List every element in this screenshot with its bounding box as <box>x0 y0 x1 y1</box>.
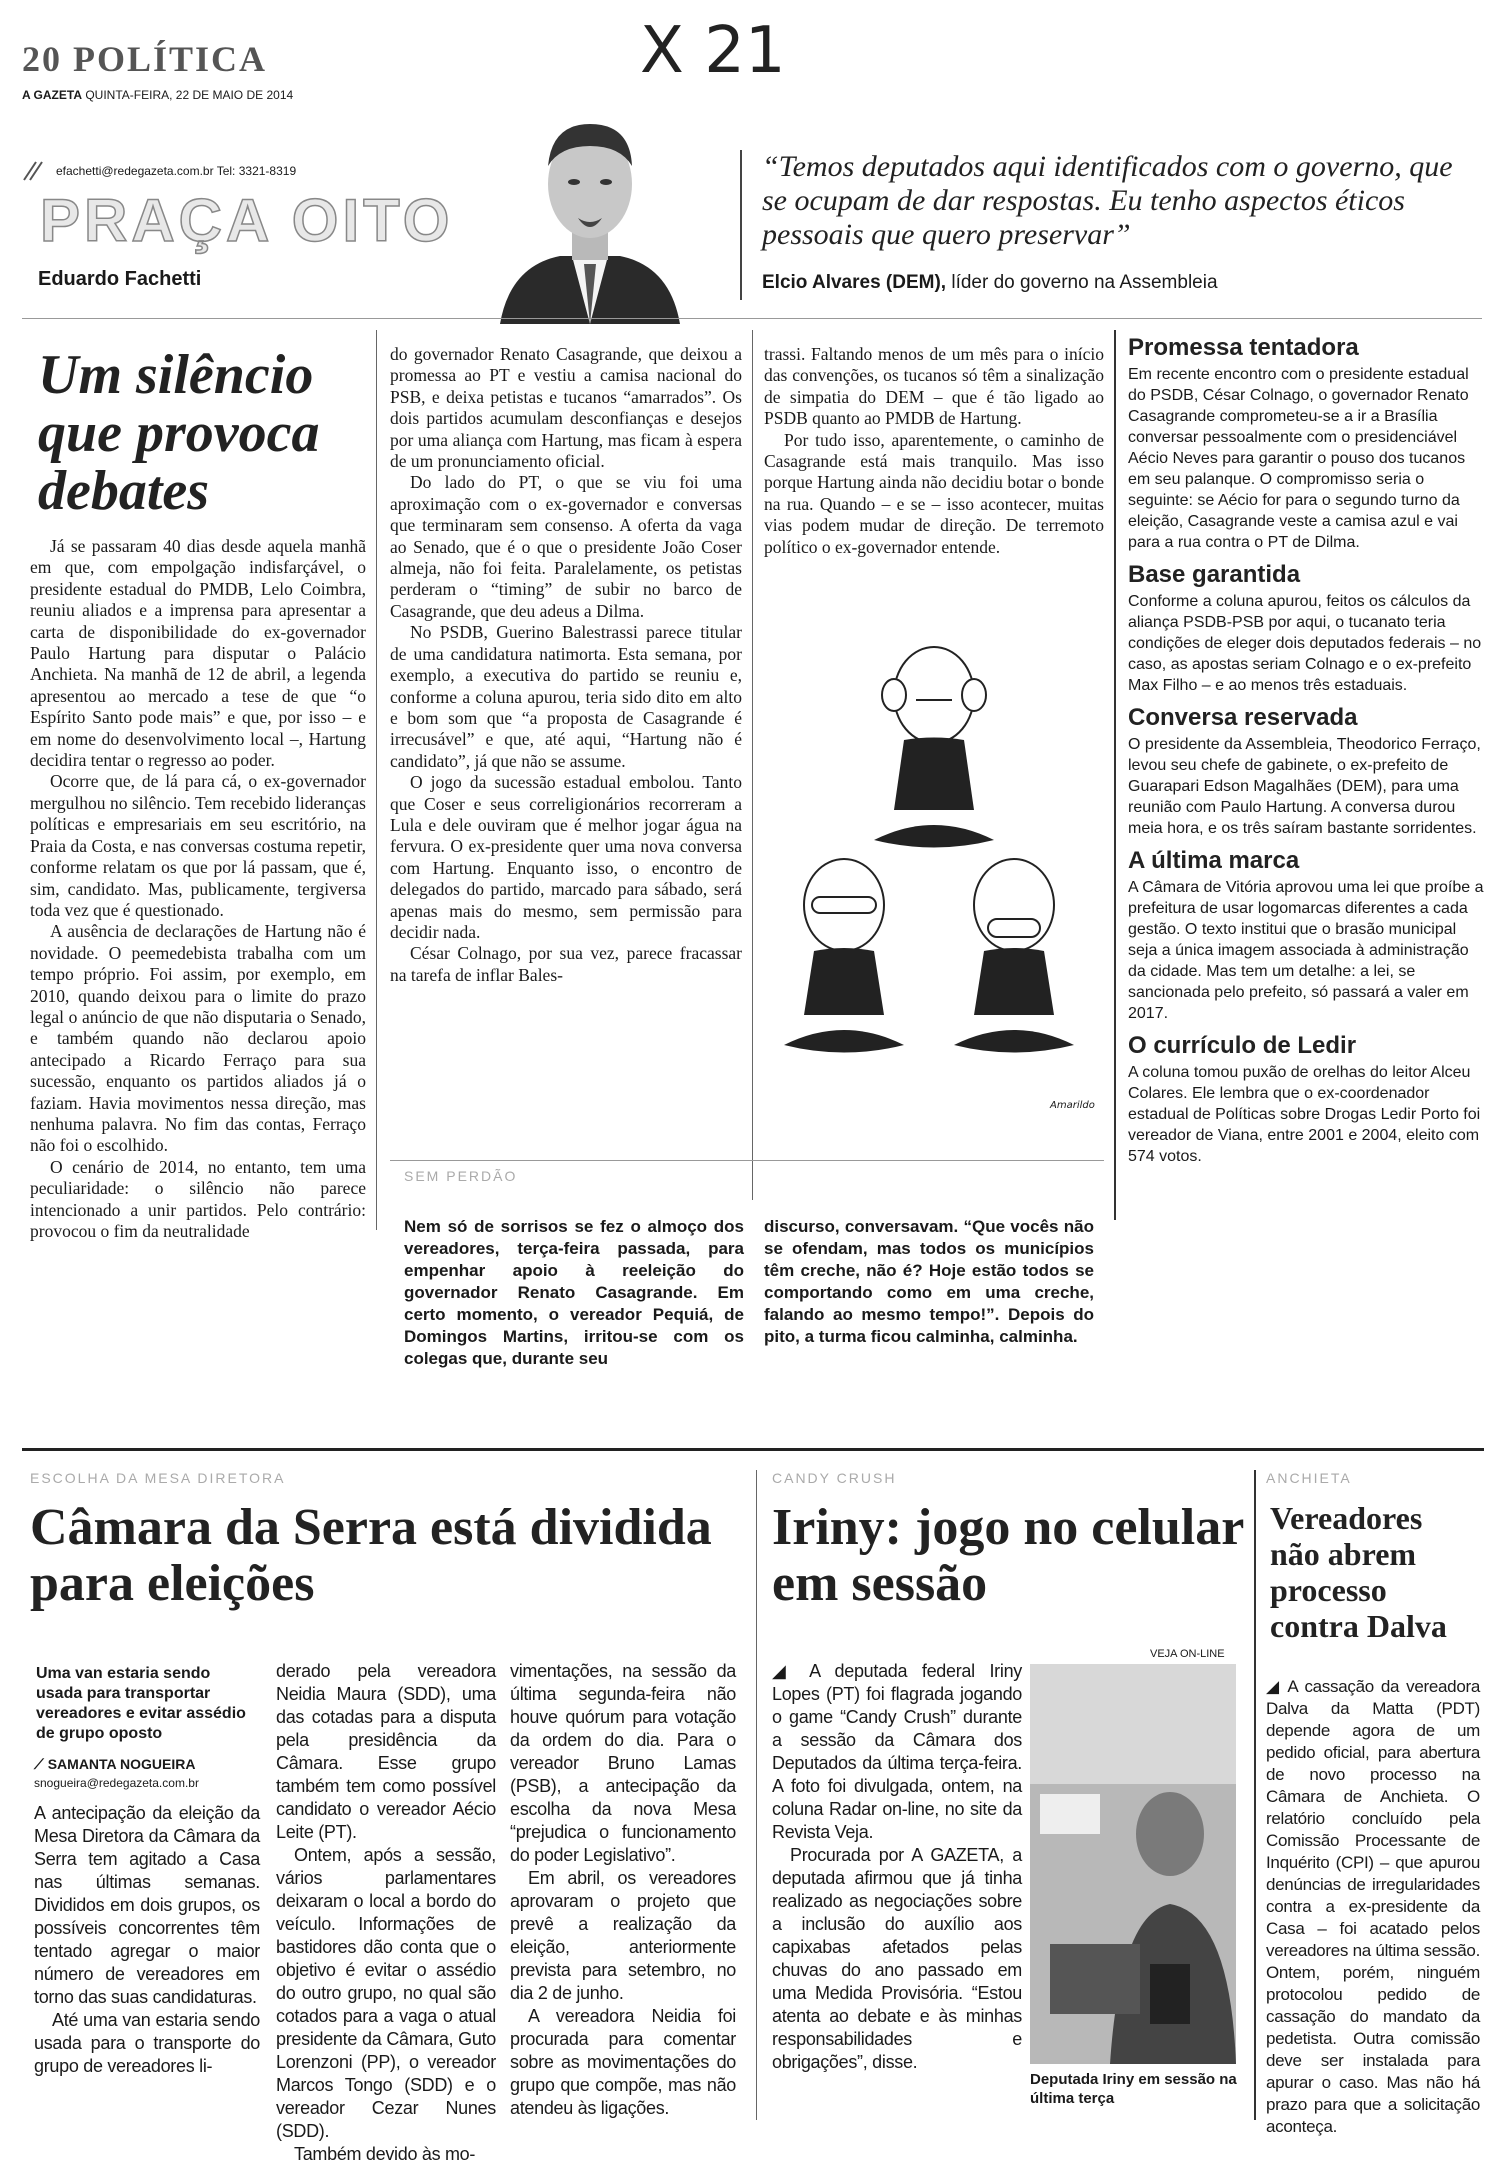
notes-column <box>1128 334 1484 1167</box>
paragraph: No PSDB, Guerino Balestrassi parece titular de uma candidatura natimorta. Esta semana, por exemplo, a executiva do partido se reuniu e, conforme a coluna apurou, teria sido dito em alto e bom som que “a proposta de Casagrande é irrecusável” e que, até aqui, “Hartung não é candidato”, já que não se assume. <box>390 622 742 771</box>
dalva-headline: Vereadores não abrem processo contra Dalva <box>1270 1500 1447 1644</box>
paragraph: Ocorre que, de lá para cá, o ex-governador mergulhou no silêncio. Tem recebido lideranças políticas e empresariais em seu escritório, na Praia da Costa, e nas conversas costuma repetir, conforme relatam os que por lá passam, que é, sim, candidato. Mas, publicamente, tergiversa toda vez que é questionado. <box>30 771 366 920</box>
note-text: Conforme a coluna apurou, feitos os cálculos da aliança PSDB-PSB por aqui, o tucanato teria condições de eleger dois deputados federais – no caso, as apostas seriam Colnago e o ex-prefeito Max Filho – e ao menos três estaduais. <box>1128 593 1482 694</box>
cartoon-three-monkeys <box>764 640 1104 1140</box>
paragraph: Do lado do PT, o que se viu foi uma aproximação com o ex-governador e conversas que terminaram sem consenso. A oferta da vaga ao Senado, que é o que o presidente João Coser almeja, não foi feita. Paralelamente, os petistas perderam o “timing” de subir no barco de Casagrande, que deu adeus a Dilma. <box>390 472 742 621</box>
paragraph: A antecipação da eleição da Mesa Diretora da Câmara da Serra tem agitado a Casa nas últimas semanas. Divididos em dois grupos, os possíveis concorrentes têm tentado agregar o maior número de vereadores em torno das suas candidaturas. <box>34 1803 260 2007</box>
note-text: O presidente da Assembleia, Theodorico Ferraço, levou seu chefe de gabinete, o ex-prefeito de Guarapari Edson Magalhães (DEM), para uma reunião com Paulo Hartung. A conversa durou meia hora, e os três saíram bastante sorridentes. <box>1128 736 1481 837</box>
arrow-icon: ◢ <box>772 1661 810 1681</box>
paragraph: Também devido às mo- <box>294 2144 476 2164</box>
featured-quote: “Temos deputados aqui identificados com o governo, que se ocupam de dar respostas. Eu tenho aspectos éticos pessoais que quero preservar” <box>762 150 1453 251</box>
column-author: Eduardo Fachetti <box>38 268 202 290</box>
note-title: Promessa tentadora <box>1128 334 1359 361</box>
paragraph: Por tudo isso, aparentemente, o caminho de Casagrande está mais tranquilo. Mas isso porque Hartung ainda não decidiu botar o bonde na rua. Quando – e se – isso acontecer, muitas vias podem mudar de direção. De terremoto político o ex-governador entende. <box>764 429 1104 557</box>
note-title: Conversa reservada <box>1128 704 1358 731</box>
serra-email: snogueira@redegazeta.com.br <box>34 1776 199 1790</box>
box-column-2: discurso, conversavam. “Que vocês não se ofendam, mas todos os municípios têm creche, não é? Hoje estão todos se comportando como em uma creche, falando ao mesmo tempo!”. Depois do pito, a turma ficou calminha, calminha. <box>764 1217 1094 1346</box>
paragraph: do governador Renato Casagrande, que deixou a promessa ao PT e vestiu a camisa nacional do PSB, e deixa petistas e tucanos “amarrados”. Os dois partidos acumulam desconfianças e desejos por uma aliança com Hartung, mas ficam à espera de um pronunciamento oficial. <box>390 344 742 472</box>
quote-role: líder do governo na Assembleia <box>946 272 1218 293</box>
paragraph: Ontem, após a sessão, vários parlamentares deixaram o local a bordo do veículo. Informações de bastidores dão conta que o objetivo é evitar o assédio do outro grupo, no qual são cotados para a vaga o atual presidente da Câmara, Guto Lorenzoni (PP), o vereador Marcos Tongo (SDD) e o vereador Cezar Nunes (SDD). <box>276 1845 496 2141</box>
section-name: POLÍTICA <box>73 39 268 79</box>
paragraph: A ausência de declarações de Hartung não é novidade. O peemedebista trabalha com um tempo próprio. Foi assim, por exemplo, em 2010, quando deixou para o limite do prazo legal o anúncio de que não disputaria o Senado, e também quando não declarou apoio antecipado a Ricardo Ferraço para sua sucessão, enquanto os partidos aliados já o faziam. Havia movimentos nessa direção, mas nenhuma palavra. No fim das contas, Ferraço não foi o escolhido. <box>30 921 366 1156</box>
serra-column-1 <box>34 1802 260 2078</box>
serra-column-2 <box>276 1660 496 2166</box>
serra-headline: Câmara da Serra está dividida para eleições <box>30 1499 712 1612</box>
note-text: A coluna tomou puxão de orelhas do leitor Alceu Colares. Ele lembra que o ex-coordenador estadual de Políticas sobre Drogas Ledir Porto foi vereador de Viana, entre 2001 e 2004, eleito com 574 votos. <box>1128 1064 1481 1165</box>
photo-credit: VEJA ON-LINE <box>1150 1648 1225 1660</box>
quote-attribution <box>762 272 1218 294</box>
main-headline: Um silêncio que provoca debates <box>38 344 320 522</box>
paragraph-text: A deputada federal Iriny Lopes (PT) foi flagrada jogando o game “Candy Crush” durante a sessão da Câmara dos Deputados da última terça-feira. A foto foi divulgada, ontem, na coluna Radar on-line, no site da Revista Veja. <box>772 1661 1022 1842</box>
author-photo <box>460 96 720 324</box>
iriny-photo <box>1030 1664 1236 2064</box>
quote-speaker: Elcio Alvares (DEM), <box>762 272 947 293</box>
section-header <box>22 38 267 80</box>
note-title: O currículo de Ledir <box>1128 1032 1357 1059</box>
column-contact: efachetti@redegazeta.com.br Tel: 3321-8319 <box>56 164 297 178</box>
paragraph: Já se passaram 40 dias desde aquela manhã em que, com empolgação indisfarçável, o presidente estadual do PMDB, Lelo Coimbra, reuniu aliados e a imprensa para apresentar a carta de disponibilidade do ex-governador Paulo Hartung para disputar o Palácio Anchieta. Na manhã de 12 de abril, a legenda apresentou ao mercado a tese de que “o Espírito Santo pode mais” e que, por isso – e em nome do desenvolvimento local –, Hartung decidira tentar o regresso ao poder. <box>30 536 366 771</box>
paper-name: A GAZETA <box>22 88 82 102</box>
paragraph: vimentações, na sessão da última segunda-feira não houve quórum para votação da ordem do dia. Para o vereador Bruno Lamas (PSB), a antecipação da escolha da nova Mesa “prejudica o funcionamento do poder Legislativo”. <box>510 1661 736 1865</box>
dalva-kicker: ANCHIETA <box>1266 1470 1352 1486</box>
paragraph: derado pela vereadora Neidia Maura (SDD), uma das cotadas para a disputa pela presidência da Câmara. Esse grupo também tem como possível candidato o vereador Aécio Leite (PT). <box>276 1661 496 1842</box>
arrow-icon: ◢ <box>1266 1677 1288 1696</box>
note-text: Em recente encontro com o presidente estadual do PSDB, César Colnago, o governador Renato Casagrande comprometeu-se a ir a Brasília conversar pessoalmente com o presidenciável Aécio Neves para garantir o pouso dos tucanos em seu palanque. O compromisso seria o seguinte: se Aécio for para o segundo turno da eleição, Casagrande veste a camisa azul e vai para a rua contra o PT de Dilma. <box>1128 366 1469 551</box>
main-column-2 <box>390 344 742 986</box>
photo-caption: Deputada Iriny em sessão na última terça <box>1030 2071 1237 2107</box>
box-kicker: SEM PERDÃO <box>404 1168 518 1184</box>
serra-kicker: ESCOLHA DA MESA DIRETORA <box>30 1470 286 1486</box>
paragraph <box>772 1660 1022 1844</box>
paragraph: trassi. Faltando menos de um mês para o início das convenções, os tucanos só têm a sinalização de simpatia do DEM – que é tão ligado ao PSDB quanto ao PMDB de Hartung. <box>764 344 1104 429</box>
serra-subhead: Uma van estaria sendo usada para transportar vereadores e evitar assédio de grupo oposto <box>36 1665 246 1742</box>
byline-icon: ⟋ <box>34 1756 48 1772</box>
iriny-headline: Iriny: jogo no celular em sessão <box>772 1499 1244 1612</box>
byline-name: SAMANTA NOGUEIRA <box>47 1756 196 1772</box>
serra-byline <box>34 1756 195 1773</box>
main-column-1 <box>30 536 366 1242</box>
paragraph: Até uma van estaria sendo usada para o transporte do grupo de vereadores li- <box>34 2010 260 2076</box>
dalva-text <box>1266 1676 1480 2138</box>
paragraph: Em abril, os vereadores aprovaram o projeto que prevê a realização da eleição, anteriormente prevista para setembro, no dia 2 de junho. <box>510 1868 736 2003</box>
handwritten-mark: X 21 <box>640 14 786 88</box>
paragraph <box>1266 1676 1480 2138</box>
note-text: A Câmara de Vitória aprovou uma lei que proíbe a prefeitura de usar logomarcas diferentes a cada gestão. O texto institui que o brasão municipal seja a única imagem associada à administração da cidade. Mas tem um detalhe: a lei, se sancionada pelo prefeito, só passará a valer em 2017. <box>1128 879 1484 1022</box>
iriny-kicker: CANDY CRUSH <box>772 1470 897 1486</box>
serra-column-3 <box>510 1660 736 2120</box>
cartoon-signature: Amarildo <box>1050 1100 1095 1111</box>
iriny-text <box>772 1660 1022 2074</box>
column-name: PRAÇA OITO <box>40 187 454 254</box>
box-column-1: Nem só de sorrisos se fez o almoço dos vereadores, terça-feira passada, para empenhar apoio à reeleição do governador Renato Casagrande. Em certo momento, o vereador Pequiá, de Domingos Martins, irritou-se com os colegas que, durante seu <box>404 1217 744 1368</box>
paragraph: A vereadora Neidia foi procurada para comentar sobre as movimentações do grupo que compõe, mas não atendeu às ligações. <box>510 2006 736 2118</box>
paragraph: O jogo da sucessão estadual embolou. Tanto que Coser e seus correligionários recorreram a Lula e dele ouviram que é melhor jogar água na fervura. O ex-presidente quer uma nova conversa com Hartung. Enquanto isso, o encontro de delegados do partido, marcado para sábado, será apenas mais do mesmo, sem permissão para decidir nada. <box>390 772 742 942</box>
dateline <box>22 88 293 102</box>
slash-icon <box>22 158 46 187</box>
paragraph: O cenário de 2014, no entanto, tem uma peculiaridade: o silêncio não parece intencionado a unir partidos. Pelo contrário: provocou o fim da neutralidade <box>30 1156 366 1241</box>
paragraph: Procurada por A GAZETA, a deputada afirmou que já tinha realizado as negociações sobre a inclusão do auxílio aos capixabas afetados pelas chuvas do ano passado em uma Medida Provisória. “Estou atenta ao debate e às minhas responsabilidades e obrigações”, disse. <box>772 1845 1022 2072</box>
note-title: A última marca <box>1128 847 1300 874</box>
paragraph-text: A cassação da vereadora Dalva da Matta (PDT) depende agora de um pedido oficial, para abertura de novo processo na Câmara de Anchieta. O relatório concluído pela Comissão Processante de Inquérito (CPI) – que apurou denúncias de irregularidades contra a ex-presidente da Casa – foi acatado pelos vereadores na última sessão. Ontem, porém, ninguém protocolou pedido de cassação do mandato da pedetista. Outra comissão deve ser instalada para apurar o caso. Mas não há prazo para que a solicitação aconteça. <box>1266 1677 1480 2136</box>
issue-date: QUINTA-FEIRA, 22 DE MAIO DE 2014 <box>85 88 294 102</box>
note-title: Base garantida <box>1128 561 1301 588</box>
page-number: 20 <box>22 39 62 79</box>
main-column-3 <box>764 344 1104 558</box>
paragraph: César Colnago, por sua vez, parece fracassar na tarefa de inflar Bales- <box>390 943 742 985</box>
